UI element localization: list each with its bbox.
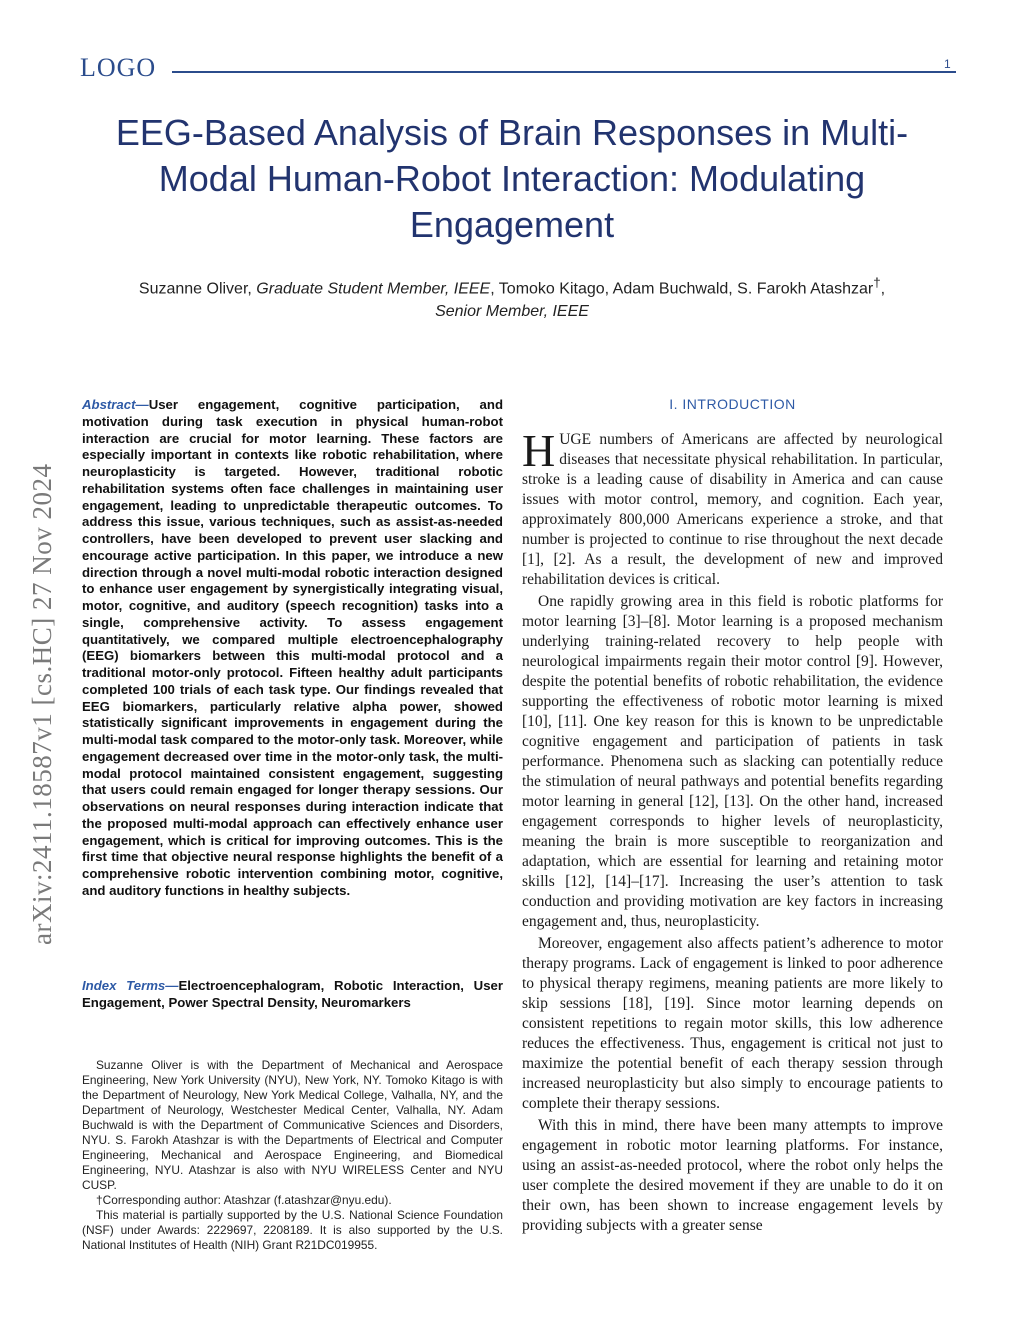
intro-paragraph: One rapidly growing area in this field is robotic platforms for motor learning [3]–[8]. Motor learning is a proposed mechanism underlying training-related recovery to help people with neurological impairments regain their motor control [9]. However, despite the potential benefits of robotic rehabilitation, the evidence supporting the effectiveness of robotic motor learning is mixed [10], [11]. One key reason for this is known to be unpredictable cognitive engagement and participation of patients in task performance. Phenomena such as slacking can potentially reduce the stimulation of neural pathways and potential benefits regarding motor learning in general [12], [13]. On the other hand, increased engagement corresponds to higher levels of neuroplasticity, meaning the brain is more susceptible to reorganization and adaptation, which are essential for learning and retaining motor skills [12], [14]–[17]. Increasing the user’s attention to task conduction and providing motivation are key factors in increasing engagement and, thus, neuroplasticity.: [522, 593, 943, 930]
authors-text-2: , Tomoko Kitago, Adam Buchwald, S. Farokh Atashzar: [490, 280, 874, 298]
arxiv-identifier-stamp: arXiv:2411.18587v1 [cs.HC] 27 Nov 2024: [27, 463, 57, 945]
page-number: 1: [944, 57, 951, 71]
footnote-corresponding-author: †Corresponding author: Atashzar (f.atashzar@nyu.edu).: [96, 1193, 392, 1207]
drop-cap: H: [522, 425, 556, 476]
paper-title: EEG-Based Analysis of Brain Responses in Multi-Modal Human-Robot Interaction: Modulating Engagement: [115, 112, 909, 245]
corresponding-dagger: †: [873, 275, 881, 290]
footnotes: [82, 1058, 503, 1253]
index-terms-text: Electroencephalogram, Robotic Interaction, User Engagement, Power Spectral Density, Neuromarkers: [82, 978, 503, 1010]
introduction-body: [522, 425, 943, 1238]
footnote-affiliations: Suzanne Oliver is with the Department of Mechanical and Aerospace Engineering, New York University (NYU), New York, NY. Tomoko Kitago is with the Department of Neurology, New York Medical College, Valhalla, NY, and the Department of Neurology, Westchester Medical Center, Valhalla, NY. Adam Buchwald is with the Department of Communicative Sciences and Disorders, NYU. S. Farokh Atashzar is with the Departments of Electrical and Computer Engineering, Mechanical and Aerospace Engineering, and Biomedical Engineering, NYU. Atashzar is also with NYU WIRELESS Center and NYU CUSP.: [82, 1058, 503, 1192]
abstract-label: Abstract—: [82, 397, 149, 412]
abstract: [82, 397, 503, 900]
authors-text-1: Suzanne Oliver,: [138, 280, 257, 298]
intro-paragraph-text: UGE numbers of Americans are affected by neurological diseases that necessitate physical rehabilitation. In particular, stroke is a leading cause of disability in America and can cause issues with motor control, memory, and cognition. Each year, approximately 800,000 Americans experience a stroke, and that number is projected to continue to rise throughout the next decade [1], [2]. As a result, the development of new and improved rehabilitation devices is critical.: [522, 431, 943, 588]
author-list: [60, 271, 964, 323]
author-role-2: Senior Member, IEEE: [435, 303, 589, 321]
index-terms: [82, 977, 503, 1011]
journal-logo: LOGO: [80, 53, 157, 82]
author-role-1: Graduate Student Member, IEEE: [256, 280, 491, 298]
section-heading-introduction: I. INTRODUCTION: [669, 396, 796, 412]
footnote-funding: This material is partially supported by the U.S. National Science Foundation (NSF) under Awards: 2229697, 2208189. It is also supported by the U.S. National Institutes of Health (NIH) Grant R21DC019955.: [82, 1208, 503, 1252]
intro-paragraph: Moreover, engagement also affects patient’s adherence to motor therapy programs. Lack of engagement is linked to poor adherence to physical therapy regimens, meaning patients are more likely to skip sessions [18], [19]. Since motor learning depends on consistent repetitions to regain motor skills, this low adherence reduces the effectiveness. Thus, engagement is critical not just to maximize the potential benefit of each therapy session through increased neuroplasticity but also simply to encourage patients to complete their therapy sessions.: [522, 935, 943, 1112]
abstract-text: User engagement, cognitive participation, and motivation during task execution in physical human-robot interaction are crucial for motor learning. These factors are especially important in contexts like robotic rehabilitation, where neuroplasticity is targeted. However, traditional robotic rehabilitation systems often face challenges in maintaining user engagement, leading to unpredictable therapeutic outcomes. To address this issue, various techniques, such as assist-as-needed controllers, have been developed to prevent user slacking and encourage active participation. In this paper, we introduce a new direction through a novel multi-modal robotic interaction designed to enhance user engagement by synergistically integrating visual, motor, cognitive, and auditory (speech recognition) tasks into a single, comprehensive activity. To assess engagement quantitatively, we compared multiple electroencephalography (EEG) biomarkers between this multi-modal protocol and a traditional motor-only protocol. Fifteen healthy adult participants completed 100 trials of each task type. Our findings revealed that EEG biomarkers, particularly relative alpha power, showed statistically significant improvements in engagement during the multi-modal task compared to the motor-only task. Moreover, while engagement decreased over time in the motor-only task, the multi-modal protocol maintained consistent engagement, suggesting that users could remain engaged for longer therapy sessions. Our observations on neural responses during interaction indicate that the proposed multi-modal approach can effectively enhance user engagement, which is critical for improving outcomes. This is the first time that objective neural response highlights the benefit of a comprehensive robotic intervention combining motor, cognitive, and auditory functions in healthy subjects.: [82, 397, 503, 898]
intro-paragraph: With this in mind, there have been many attempts to improve engagement in robotic motor learning platforms. For instance, using an assist-as-needed protocol, where the robot only helps the user complete the desired movement if they are unable to do it on their own, has been shown to increase engagement levels by providing subjects with a greater sense: [522, 1117, 943, 1234]
authors-text-3: ,: [880, 280, 886, 298]
intro-paragraph: [522, 425, 943, 590]
header-rule: [172, 71, 956, 73]
index-terms-label: Index Terms—: [82, 978, 179, 993]
